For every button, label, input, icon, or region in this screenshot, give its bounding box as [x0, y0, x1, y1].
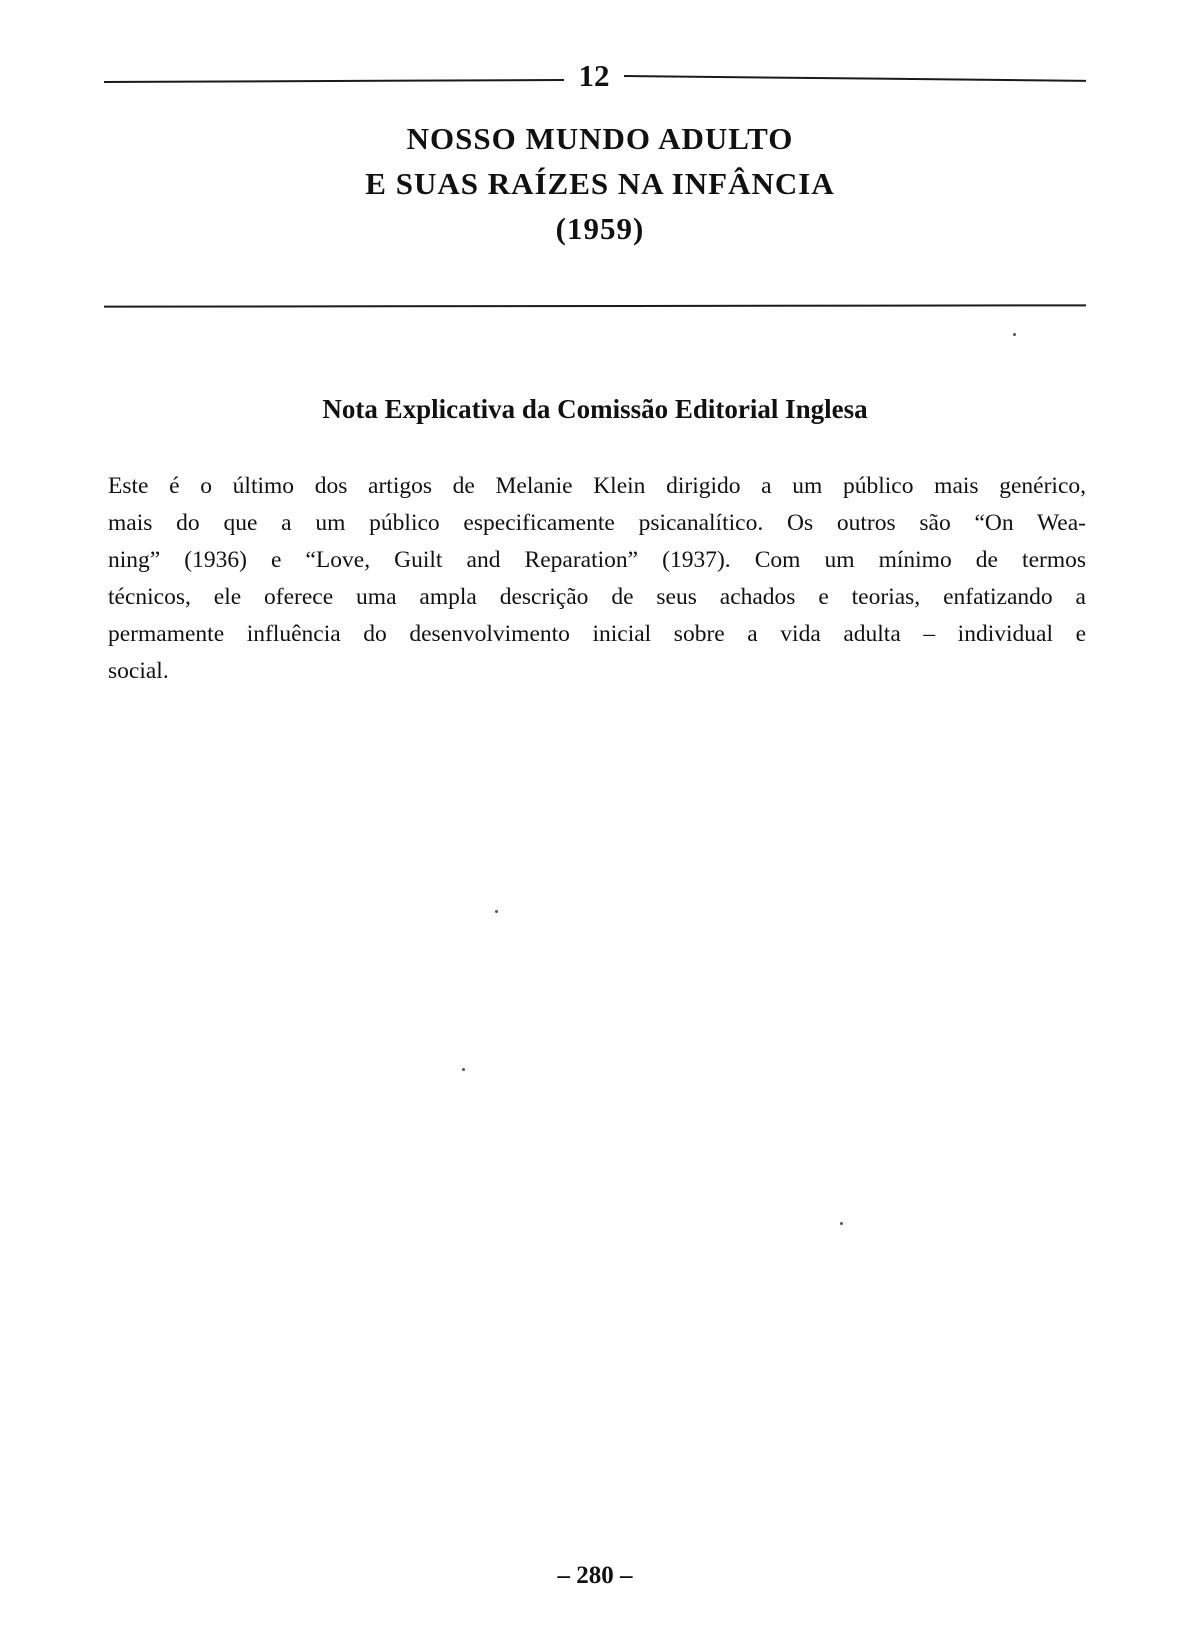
scan-speck — [840, 1222, 843, 1225]
note-paragraph — [108, 468, 1086, 690]
chapter-rule-left — [104, 79, 564, 83]
chapter-header — [104, 56, 1086, 96]
chapter-rule-right — [624, 75, 1086, 82]
paragraph-line: social. — [108, 658, 169, 684]
title-rule-bottom — [104, 304, 1086, 307]
chapter-title-year: (1959) — [555, 211, 645, 246]
scan-speck — [495, 910, 498, 913]
scan-speck — [1013, 333, 1016, 336]
paragraph-line: mais do que a um público especificamente psicanalítico. Os outros são “On Wea- — [108, 510, 1086, 536]
scan-speck — [462, 1068, 465, 1071]
chapter-title — [250, 116, 950, 251]
note-heading: Nota Explicativa da Comissão Editorial Inglesa — [322, 394, 868, 424]
paragraph-line: Este é o último dos artigos de Melanie Klein dirigido a um público mais genérico, — [108, 473, 1086, 499]
paragraph-line: ning” (1936) e “Love, Guilt and Reparation” (1937). Com um mínimo de termos — [108, 547, 1086, 573]
paragraph-line: técnicos, ele oferece uma ampla descrição de seus achados e teorias, enfatizando a — [108, 584, 1086, 610]
paragraph-line: permamente influência do desenvolvimento inicial sobre a vida adulta – individual e — [108, 621, 1086, 647]
chapter-title-line: NOSSO MUNDO ADULTO — [406, 121, 794, 156]
chapter-number: 12 — [578, 58, 610, 93]
page-number: – 280 – — [557, 1562, 633, 1589]
chapter-title-line: E SUAS RAÍZES NA INFÂNCIA — [365, 166, 835, 201]
